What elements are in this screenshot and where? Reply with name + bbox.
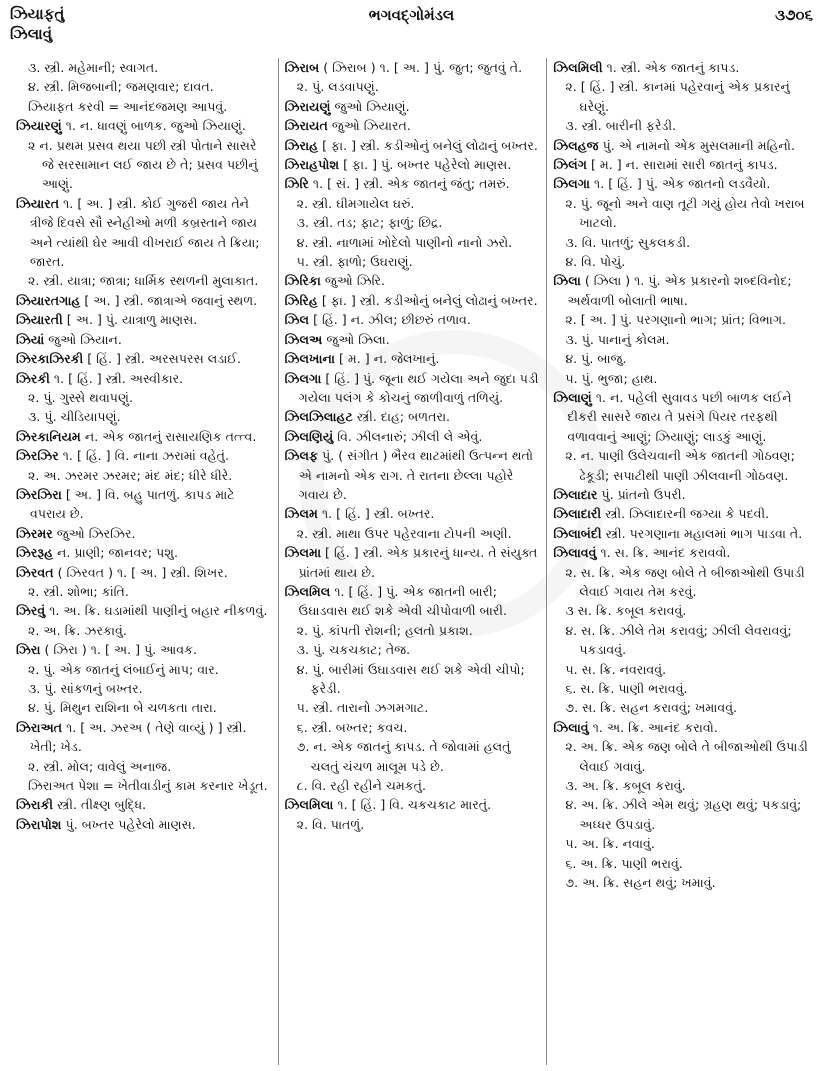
definition-text: ૧. ન. પહેલી સુવાવડ પછી બાળક લઈને દીકરી સાસરે જાય તે પ્રસંગે પિયર તરફથી વળાવવાનું આણું; ઝિયાણું; લાડકું આણું. (567, 389, 792, 444)
definition-text: [ મ. ] ન. જેલખાનું. (338, 351, 440, 367)
headword: ઝિરકી (16, 370, 50, 386)
headword: ઝિલમિલા (284, 797, 334, 813)
page-number: ૩૭૦૬ (775, 6, 813, 24)
dictionary-entry (16, 640, 272, 659)
definition-text: ૧. ન. ધાવણું બાળક. જુઓ ઝિયાણું. (65, 118, 246, 134)
definition-text: જુઓ ઝિયાણું. (334, 98, 410, 114)
definition-text: ન. એક જાતનું રાસાયણિક તત્ત્વ. (84, 428, 257, 444)
headword: ઝિયારતી (16, 312, 63, 328)
definition-text: પું. એ નામનો એક મુસલમાની મહિનો. (602, 137, 795, 153)
definition-text: [ અ. ] પું. યાત્રાળુ માણસ. (66, 312, 198, 328)
definition-text: ૧. [ સં. ] સ્ત્રી. એક જાતનું જંતુ; તમરું. (312, 176, 510, 192)
headword: ઝિરકાઝિરકી (16, 351, 84, 367)
headword: ઝિલાદાર (553, 486, 598, 502)
dictionary-entry (16, 601, 272, 620)
definition-text: જુઓ ઝિલા. (326, 331, 390, 347)
definition-text: ૪. સ. ક્રિ. ઝીલે તેમ કરાવવું; ઝીલી લેવરાવવું; પકડાવવું. (565, 622, 792, 658)
definition-text: ૨. અ. ક્રિ. એક જણ બોલે તે બીજાઓથી ઉપાડી લેવાઈ ગવાવું. (565, 739, 808, 774)
definition-text: ૧. [ અ. ઝરઅ ( તેણે વાવ્યું ) ] સ્ત્રી. ખેતી; ખેડ. (30, 719, 247, 755)
dictionary-sense (553, 77, 809, 116)
dictionary-sense (553, 873, 809, 892)
definition-text: ૩. પું. સાંકળનું બખ્તર. (28, 681, 143, 696)
definition-text: ૨. સ્ત્રી. શોભા; કાંતિ. (28, 583, 129, 599)
dictionary-sense (553, 369, 809, 388)
definition-text: ૧. [ હિં. ] સ્ત્રી. અસ્વીકાર. (53, 370, 184, 386)
book-title: ભગવદ્ગોમંડલ (368, 6, 455, 24)
definition-text: સ્ત્રી. તીક્ષ્ણ બુદ્ધિ. (56, 797, 147, 813)
dictionary-sense (285, 77, 541, 96)
dictionary-entry (285, 291, 541, 310)
definition-text: ૩. વિ. પાતળું; સુકલકડી. (565, 234, 691, 250)
headword: ઝિયારતગાહ (16, 292, 81, 308)
definition-text: જુઓ ઝિયારત. (331, 118, 411, 134)
definition-text: ૭. સ. ક્રિ. સહન કરાવવું; ખમાવવું. (565, 700, 738, 716)
headword: ઝિલંગ (553, 157, 587, 173)
definition-text: [ હિં. ] સ્ત્રી. એક પ્રકારનું ધાન્ય. તે સંયુક્ત પ્રાંતમાં થાય છે. (298, 545, 538, 580)
dictionary-entry (16, 291, 272, 310)
headword: ઝિલણિયું (284, 428, 334, 444)
dictionary-sense (553, 563, 809, 602)
definition-text: ૩. પું. પાનાનું કોલમ. (565, 331, 670, 347)
definition-text: ૫. અ. ક્રિ. નવાવું. (565, 836, 655, 852)
dictionary-entry (285, 795, 541, 814)
dictionary-sense (16, 679, 272, 698)
definition-text: ૩. સ્ત્રી. તડ; ફાટ; ફાળું; છિદ્ર. (296, 215, 443, 231)
dictionary-sense (285, 621, 541, 640)
dictionary-sense (553, 310, 809, 329)
headword: ઝિલઅ (284, 331, 323, 347)
definition-text: ૫. સ. ક્રિ. નવરાવવું. (565, 661, 667, 677)
dictionary-sense (285, 524, 541, 543)
dictionary-entry (285, 271, 541, 290)
dictionary-sense (553, 776, 809, 795)
dictionary-entry (285, 330, 541, 349)
dictionary-sense (16, 58, 272, 77)
headword: ઝિલહજ (553, 137, 599, 153)
headword: ઝિલમિલી (553, 60, 603, 75)
dictionary-entry (285, 543, 541, 582)
dictionary-sense (285, 815, 541, 834)
dictionary-entry (285, 504, 541, 523)
definition-text: ૨. પું. ગુસ્સે થવાપણું. (28, 389, 133, 405)
dictionary-entry (553, 718, 809, 737)
definition-text: ૪. વિ. પોચું. (565, 254, 626, 270)
headword: ઝિરાહ (284, 137, 319, 153)
headword: ઝિરકાનિયમ (16, 428, 81, 444)
dictionary-entry (16, 194, 272, 272)
definition-text: વિ. ઝીલનારું; ઝીલી લે એવું. (337, 428, 483, 444)
dictionary-entry (553, 524, 809, 543)
dictionary-entry (285, 369, 541, 408)
headword: ઝિલાણું (553, 389, 592, 405)
dictionary-entry (16, 369, 272, 388)
dictionary-sense (285, 660, 541, 699)
headword: ઝિરાહપોશ (284, 157, 340, 173)
definition-text: ૧. અ. ક્રિ. આનંદ કરાવો. (592, 719, 718, 735)
dictionary-sense (553, 116, 809, 135)
dictionary-entry (285, 446, 541, 504)
dictionary-sense (553, 233, 809, 252)
dictionary-entry (16, 310, 272, 329)
dictionary-sense (553, 737, 809, 776)
dictionary-entry (553, 271, 809, 310)
dictionary-columns (10, 58, 815, 1065)
definition-text: ૨. સ્ત્રી. ઘીમગાયેલ ઘરું. (296, 195, 415, 211)
dictionary-sense (285, 737, 541, 776)
dictionary-entry (16, 815, 272, 834)
definition-text: ૪. પું. મિથુન રાશિના બે ચળકતા તારા. (28, 700, 217, 716)
definition-text: ઝિયાફત કરવી = આનંદજમણ આપવું. (28, 98, 228, 114)
dictionary-sense (16, 407, 272, 426)
headword: ઝિરાયત (284, 118, 328, 134)
dictionary-sense (285, 233, 541, 252)
dictionary-entry (285, 174, 541, 193)
definition-text: ૧. અ. ક્રિ. ઘડામાંથી પાણીનું બહાર નીકળવું. (49, 603, 268, 619)
headword: ઝિરરૂહ (16, 545, 54, 561)
headword: ઝિયાં (16, 331, 45, 347)
dictionary-sense (285, 776, 541, 795)
definition-text: ૩. અ. ક્રિ. કબૂલ કરાવું. (565, 778, 686, 794)
definition-text: ઝિરાઅત પેશા = ખેતીવાડીનું કામ કરનાર ખેડૂત. (28, 778, 268, 794)
dictionary-entry (553, 136, 809, 155)
headword: ઝિરિકા (284, 273, 321, 289)
definition-text: [ ફા. ] સ્ત્રી. કડીઓનું બનેલું લોઢાનું બખ્તર. (321, 292, 538, 308)
dictionary-entry (553, 58, 809, 77)
definition-text: ૧. [ હિં. ] વિ. નાના ઝરામાં વહેતું. (62, 448, 229, 464)
dictionary-entry (285, 407, 541, 426)
dictionary-sense (285, 718, 541, 737)
dictionary-entry (285, 349, 541, 368)
definition-text: ૧. [ હિં. ] સ્ત્રી. બખ્તર. (321, 506, 435, 522)
definition-text: ૧. [ હિં. ] પું. એક જાતની બારી; ઉઘાડવાસ થઈ શકે એવી ચીપોવાળી બારી. (298, 583, 507, 619)
dictionary-sense (16, 698, 272, 717)
dictionary-sense (553, 660, 809, 679)
dictionary-sense (285, 213, 541, 232)
dictionary-entry (553, 485, 809, 504)
column-3 (546, 58, 815, 1065)
headword: ઝિરાબ (284, 60, 320, 75)
dictionary-sense (553, 834, 809, 853)
definition-text: ( ઝિલા ) ૧. પું. એક પ્રકારનો શબ્દવિનોદ; અર્થવાળી બોલાતી ભાષા. (567, 273, 792, 308)
dictionary-entry (553, 388, 809, 446)
dictionary-sense (553, 252, 809, 271)
definition-text: ૩. સ્ત્રી. મહેમાની; સ્વાગત. (28, 60, 159, 75)
headword: ઝિરઝિર (16, 448, 59, 464)
definition-text: [ ફા. ] સ્ત્રી. કડીઓનું બનેલું લોઢાનું બખ્તર. (322, 137, 538, 153)
definition-text: ૧. [ હિં. ] વિ. ચકચકાટ મારતું. (337, 797, 492, 813)
dictionary-sense (16, 757, 272, 776)
dictionary-sense (285, 640, 541, 659)
definition-text: ૪. પું. બારીમાં ઉઘાડવાસ થઈ શકે એવી ચીપો; ફરેડી. (296, 661, 525, 696)
definition-text: [ હિં. ] સ્ત્રી. અરસપરસ લડાઈ. (87, 351, 242, 367)
dictionary-sense (553, 679, 809, 698)
headword: ઝિલગા (553, 176, 591, 192)
dictionary-entry (285, 97, 541, 116)
dictionary-entry (16, 330, 272, 349)
definition-text: ૬. સ. ક્રિ. પાણી ભરાવવું. (565, 681, 688, 696)
definition-text: ન. પ્રાણી; જાનવર; પશુ. (57, 545, 178, 561)
definition-text: ૨. સ. ક્રિ. એક જણ બોલે તે બીજાઓથી ઉપાડી લેવાઈ ગવાય તેમ કરવું. (565, 564, 805, 599)
dictionary-entry (285, 427, 541, 446)
definition-text: ૩. પું. ચીડિયાપણું. (28, 409, 121, 425)
dictionary-sense (285, 698, 541, 717)
headword: ઝિરાઅત (16, 719, 63, 735)
dictionary-entry (16, 795, 272, 814)
headword: ઝિરાકી (16, 797, 53, 813)
headword: ઝિલમિલ (284, 583, 331, 599)
dictionary-sense (553, 349, 809, 368)
definition-text: ૨. સ્ત્રી. મોલ; વાવેલું અનાજ. (28, 758, 172, 774)
definition-text: [ અ. ] સ્ત્રી. જાત્રાએ જવાનું સ્થળ. (84, 292, 258, 308)
dictionary-sense (16, 776, 272, 795)
definition-text: ( ઝિરા ) ૧. [ અ. ] પું. આવક. (44, 642, 198, 658)
definition-text: પું. બખ્તર પહેરેલો માણસ. (65, 816, 196, 832)
column-1 (10, 58, 278, 1065)
dictionary-entry (553, 504, 809, 523)
definition-text: ૧. [ હિં. ] પું. એક જાતનો લડવૈયો. (594, 176, 771, 192)
headword: ઝિરઝિરા (16, 486, 62, 502)
column-2 (278, 58, 547, 1065)
headword: ઝિલાદારી (553, 506, 602, 522)
dictionary-sense (553, 194, 809, 233)
definition-text: ૫. સ્ત્રી. તારાનો ઝગમગાટ. (296, 700, 429, 716)
headword: ઝિલાવું (553, 719, 589, 735)
definition-text: ૨ ન. પ્રથમ પ્રસવ થયા પછી સ્ત્રી પોતાને સાસરે જે સરસામાન લઈ જાય છે તે; પ્રસવ પછીનું આણું. (28, 137, 258, 192)
definition-text: ૨. અ. ઝરમર ઝરમર; મંદ મંદ; ધીરે ધીરે. (28, 467, 233, 483)
definition-text: [ હિં. ] પું. જૂના થઈ ગયેલા અને જુદા પડી ગયેલા પલંગ કે કોચનું જાળીવાળું તળિયું. (298, 370, 539, 405)
dictionary-entry (16, 718, 272, 757)
headword: ઝિલમ (284, 506, 318, 522)
definition-text: ૨. અ. ક્રિ. ઝરકાવું. (28, 622, 127, 638)
dictionary-sense (285, 194, 541, 213)
definition-text: [ હિં. ] ન. ઝીલ; છીછરું તળાવ. (313, 312, 471, 328)
dictionary-entry (16, 446, 272, 465)
dictionary-entry (285, 116, 541, 135)
headword: ઝિરિ (284, 176, 309, 192)
definition-text: ૨. પું. જૂનો અને વાણ તૂટી ગયું હોય તેવો ખરાબ ખાટલો. (565, 195, 805, 231)
headword: ઝિલખાના (284, 351, 335, 367)
dictionary-entry (553, 155, 809, 174)
headword: ઝિયારત (16, 195, 60, 211)
dictionary-entry (16, 427, 272, 446)
dictionary-sense (553, 698, 809, 717)
definition-text: સ્ત્રી. પરગણાના મહાલમાં ભાગ પાડવા તે. (605, 525, 803, 541)
definition-text: ૨. વિ. પાતળું. (296, 816, 365, 832)
headword: ઝિલાવવું (553, 545, 597, 561)
definition-text: ૨. પું. એક જાતનું લંબાઈનું માપ; વાર. (28, 661, 219, 677)
definition-text: [ અ. ] વિ. બહુ પાતળું. કાપડ માટે વપરાય છે. (30, 486, 235, 522)
guide-word-first: ઝિયાફતું (10, 5, 65, 23)
dictionary-sense (553, 446, 809, 485)
headword: ઝિરા (16, 642, 41, 658)
headword: ઝિલફ (284, 448, 319, 464)
dictionary-entry (16, 543, 272, 562)
definition-text: ૨. [ અ. ] પું. પરગણાનો ભાગ; પ્રાંત; વિભાગ. (565, 312, 787, 328)
definition-text: ૨. સ્ત્રી. માથા ઉપર પહેરવાના ટોપની અણી. (296, 525, 512, 541)
definition-text: જુઓ ઝિરઝિર. (56, 525, 136, 541)
dictionary-entry (285, 155, 541, 174)
definition-text: ૧. [ અ. ] સ્ત્રી. કોઈ ગુજરી જાય તેને ત્રીજે દિવસે સૌ સ્નેહીઓ મળી કબ્રસ્તાને જાય અને ત્યાંથી ઘેર આવી વીખરાઈ જાય તે ક્રિયા; જારત. (30, 195, 260, 270)
dictionary-sense (553, 330, 809, 349)
definition-text: ૩ સ. ક્રિ. કબૂલ કરાવવું. (565, 603, 687, 619)
dictionary-sense (16, 660, 272, 679)
definition-text: ૭. અ. ક્રિ. સહન થવું; ખમાવું. (565, 875, 716, 891)
headword: ઝિરિહ (284, 292, 318, 308)
definition-text: [ મ. ] ન. સારામાં સારી જાતનું કાપડ. (590, 157, 778, 173)
headword: ઝિરવત (16, 564, 54, 580)
dictionary-entry (16, 485, 272, 524)
dictionary-entry (553, 543, 809, 562)
dictionary-sense (285, 252, 541, 271)
definition-text: [ ફા. ] પું. બખ્તર પહેરેલો માણસ. (343, 157, 512, 173)
dictionary-sense (16, 388, 272, 407)
dictionary-sense (16, 466, 272, 485)
definition-text: ૨. પું. કાંપતી રોશની; હલતો પ્રકાશ. (296, 622, 473, 638)
guide-word-last: ઝિલાવું (10, 25, 53, 43)
definition-text: ૭. ન. એક જાતનું કાપડ. તે જોવામાં હલતું ચલતું ચંચળ માલૂમ પડે છે. (296, 739, 511, 774)
definition-text: ૮. વિ. રહી રહીને ચમકતું. (296, 778, 427, 794)
definition-text: ૨. ન. પાણી ઉલેચવાની એક જાતની ગોઠવણ; ઢેકૂડી; સપાટીથી પાણી ઝીલવાની ગોઠવણ. (565, 448, 795, 483)
definition-text: ૧. સ્ત્રી. એક જાતનું કાપડ. (606, 60, 740, 75)
definition-text: ૫. પું. ભુજા; હાથ. (565, 370, 658, 386)
dictionary-entry (285, 310, 541, 329)
dictionary-sense (16, 582, 272, 601)
dictionary-sense (16, 77, 272, 96)
headword: ઝિલા (553, 273, 581, 289)
definition-text: ૬. સ્ત્રી. બખ્તર; કવચ. (296, 719, 408, 735)
dictionary-entry (285, 582, 541, 621)
definition-text: સ્ત્રી. દાહ; બળતરા. (356, 409, 451, 425)
dictionary-entry (16, 563, 272, 582)
definition-text: પું. ( સંગીત ) ભૈરવ થાટમાંથી ઉત્પન્ન થતો એ નામનો એક રાગ. તે રાતના છેલ્લા પહોરે ગવાય છે. (298, 448, 533, 502)
dictionary-entry (553, 174, 809, 193)
definition-text: ૩. સ્ત્રી. બારીની ફરેડી. (565, 118, 677, 134)
definition-text: ૪. સ્ત્રી. મિજબાની; જમણવાર; દાવત. (28, 79, 214, 95)
definition-text: ૧. સ. ક્રિ. આનંદ કરાવવો. (600, 545, 731, 561)
dictionary-entry (16, 524, 272, 543)
definition-text: ૪. સ્ત્રી. નાળામાં ખોદેલો પાણીનો નાનો ઝરો. (296, 234, 513, 250)
definition-text: ૪. પું. બાજુ. (565, 351, 627, 367)
headword: ઝિરાપોશ (16, 816, 62, 832)
definition-text: ૬. અ. ક્રિ. પાણી ભરાવું. (565, 855, 683, 871)
headword: ઝિયારણું (16, 118, 62, 134)
dictionary-sense (553, 601, 809, 620)
dictionary-sense (16, 271, 272, 290)
definition-text: ૨. પું. લડવાપણું. (296, 79, 379, 95)
headword: ઝિલ (284, 312, 310, 328)
page-header (10, 4, 813, 44)
definition-text: પું. પ્રાંતનો ઉપરી. (601, 486, 686, 502)
dictionary-entry (285, 136, 541, 155)
definition-text: ( ઝિરવત ) ૧. [ અ. ] સ્ત્રી. શિખર. (57, 564, 228, 580)
dictionary-sense (16, 97, 272, 116)
headword: ઝિરાયણું (284, 98, 331, 114)
definition-text: ( ઝિરાબ ) ૧. [ અ. ] પું. જુત; જુતવું તે. (323, 60, 523, 75)
dictionary-sense (553, 621, 809, 660)
definition-text: ૪. અ. ક્રિ. ઝીલે એમ થવું; ગ્રહણ થવું; પકડાવું; અધ્ધર ઉપડાવું. (565, 797, 802, 832)
dictionary-entry (16, 349, 272, 368)
definition-text: ૨. સ્ત્રી. યાત્રા; જાત્રા; ધાર્મિક સ્થળની મુલાકાત. (28, 273, 259, 289)
dictionary-sense (16, 136, 272, 194)
headword: ઝિલગા (284, 370, 322, 386)
headword: ઝિલઝિલાહટ (284, 409, 353, 425)
headword: ઝિરમર (16, 525, 53, 541)
definition-text: જુઓ ઝિરિ. (324, 273, 386, 289)
headword: ઝિરવું (16, 603, 46, 619)
dictionary-sense (553, 854, 809, 873)
dictionary-sense (553, 795, 809, 834)
definition-text: ૨. [ હિં. ] સ્ત્રી. કાનમાં પહેરવાનું એક પ્રકારનું ઘરેણું. (565, 79, 790, 114)
definition-text: સ્ત્રી. ઝિલાદારની જગ્યા કે પદવી. (605, 506, 770, 522)
headword: ઝિલમા (284, 545, 322, 561)
dictionary-entry (285, 58, 541, 77)
definition-text: ૫. સ્ત્રી. ફાળો; ઉઘરાણું. (296, 254, 413, 270)
dictionary-entry (16, 116, 272, 135)
definition-text: જુઓ ઝિયાન. (48, 331, 122, 347)
headword: ઝિલાબંદી (553, 525, 602, 541)
definition-text: ૩. પું. ચકચકાટ; તેજ. (296, 642, 411, 658)
dictionary-sense (16, 621, 272, 640)
